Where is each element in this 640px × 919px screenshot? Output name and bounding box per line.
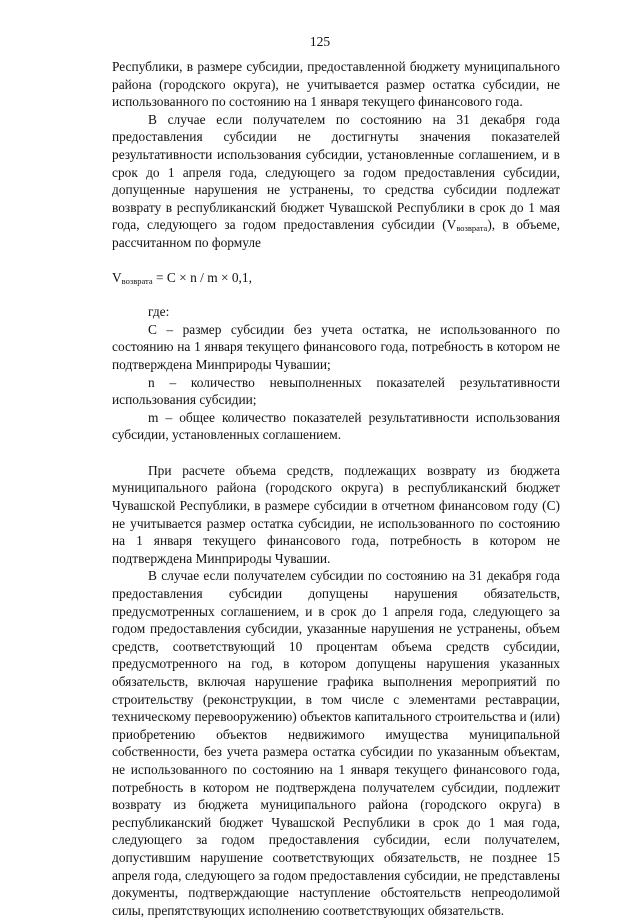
definition-c: C – размер субсидии без учета остатка, не использованного по состоянию на 1 января текущего финансового года, потребность в котором не подтверждена Минприроды Чувашии; [112, 321, 560, 372]
formula-v: V [112, 269, 122, 285]
document-body [112, 58, 560, 919]
where-label: где: [148, 304, 170, 320]
paragraph-refund-results [112, 111, 560, 252]
paragraph-obligations-violation: В случае если получателем субсидии по состоянию на 31 декабря года предоставления субсидии допущены нарушения обязательств, предусмотренных соглашением, и в срок до 1 апреля года, следующего за годом предоставления субсидии, указанные нарушения не устранены, объем средств, соответствующий 10 процентам объема средств субсидии, предусмотренного на год, в котором допущены нарушения указанных обязательств, включая нарушение графика выполнения мероприятий по строительству (реконструкции, в том числе с элементами реставрации, техническому перевооружению) объектов капитального строительства и (или) приобретению объектов недвижимого имущества муниципальной собственности, без учета размера остатка субсидии по указанным объектам, не использованного по состоянию на 1 января текущего финансового года, потребность в котором не подтверждена получателем субсидии, подлежит возврату из бюджета муниципального района (городского округа) в республиканский бюджет Чувашской Республики в срок до 1 мая года, следующего за годом предоставления субсидии, если получателем, допустившим нарушение соответствующих обязательств, не позднее 15 апреля года, следующего за годом предоставления субсидии, не представлены документы, подтверждающие наступление обстоятельств непреодолимой силы, препятствующих исполнению соответствующих обязательств. [112, 568, 560, 918]
definition-n: n – количество невыполненных показателей результативности использования субсидии; [112, 374, 560, 408]
subscript-vozvrata: возврата [456, 223, 488, 234]
definition-m: m – общее количество показателей результативности использования субсидии, установленных соглашением. [112, 409, 560, 443]
paragraph-refund-results-text: В случае если получателем по состоянию на 31 декабря года предоставления субсидии не достигнуты значения показателей результативности использования субсидии, установленные соглашением, и в срок до 1 апреля года, следующего за годом предоставления субсидии, допущенные нарушения не устранены, то средства субсидии подлежат возврату в республиканский бюджет Чувашской Республики в срок до 1 мая года, следующего за годом предоставления субсидии (V [112, 111, 560, 233]
paragraph-refund-results-tail: ), в объеме, рассчитанном по формуле [112, 217, 560, 250]
refund-formula [112, 269, 560, 287]
page-number: 125 [309, 34, 331, 49]
formula-subscript: возврата [121, 275, 153, 286]
formula-expression: = C × n / m × 0,1, [152, 269, 252, 285]
paragraph-continuation: Республики, в размере субсидии, предоставленной бюджету муниципального района (городского округа), не учитывается размер остатка субсидии, не использованного по состоянию на 1 января текущего финансового года. [112, 59, 560, 110]
paragraph-calculation: При расчете объема средств, подлежащих возврату из бюджета муниципального района (городского округа) в республиканский бюджет Чувашской Республики, в размере субсидии в отчетном финансовом году (C) не учитывается размер остатка субсидии, не использованного по состоянию на 1 января текущего финансового года, потребность в котором не подтверждена Минприроды Чувашии. [112, 462, 560, 566]
